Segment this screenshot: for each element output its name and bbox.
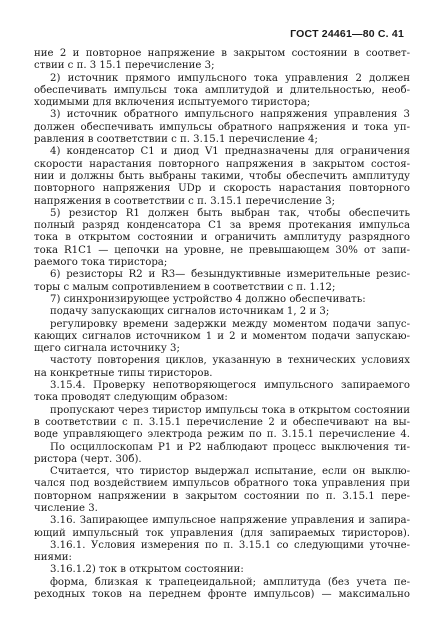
text-line: 5) резистор R1 должен быть выбран так, чтобы обеспечить <box>50 207 410 219</box>
text-line: подачу запускающих сигналов источникам 1, 2 и 3; <box>50 306 330 318</box>
text-line: 3.16. Запирающее импульсное напряжение управления и запира- <box>50 515 410 527</box>
text-line: обеспечивать импульсы тока амплитудой и длительностью, необ- <box>34 84 410 96</box>
text-line: на конкретные типы тиристоров. <box>34 367 213 379</box>
text-line: ющий импульсный ток управления (для запираемых тиристоров). <box>34 527 410 539</box>
text-line: ниями: <box>34 552 72 564</box>
text-line: 3.16.1.2) ток в открытом состоянии: <box>50 564 244 576</box>
text-line: нии и должны быть выбраны такими, чтобы обеспечить амплитуду <box>34 170 410 182</box>
text-line: реходных токов на переднем фронте импульсов) — максимально <box>34 589 410 601</box>
text-line: 3.16.1. Условия измерения по п. 3.15.1 со следующими уточне- <box>50 539 410 551</box>
text-line: чался под воздействием импульсов обратного тока управления при <box>34 478 410 490</box>
text-line: форма, близкая к трапецеидальной; амплитуда (без учета пе- <box>50 576 410 588</box>
text-line: ристора (черт. 30б). <box>34 453 142 465</box>
text-line: должен обеспечивать импульсы обратного напряжения и тока уп- <box>34 121 410 133</box>
text-line: 2) источник прямого импульсного тока управления 2 должен <box>50 72 410 84</box>
text-line: Считается, что тиристор выдержал испытание, если он выклю- <box>50 466 410 478</box>
text-line: в соответствии с п. 3.15.1 перечисление 2 и обеспечивают на вы- <box>34 416 410 428</box>
text-line: ние 2 и повторное напряжение в закрытом состоянии в соответ- <box>34 48 410 59</box>
text-line: 7) синхронизирующее устройство 4 должно обеспечивать: <box>50 293 366 305</box>
text-line: равления в соответствии с п. 3.15.1 перечисление 4; <box>34 134 318 146</box>
text-line: тока проводят следующим образом: <box>34 392 228 404</box>
text-line: 4) конденсатор С1 и диод V1 предназначены для ограничения <box>50 146 410 158</box>
text-line: торы с малым сопротивлением в соответствии с п. 1.12; <box>34 281 336 293</box>
text-line: По осциллоскопам Р1 и Р2 наблюдают процесс выключения ти- <box>50 441 410 453</box>
text-line: воде управляющего электрода режим по п. 3.15.1 перечисление 4. <box>34 429 410 441</box>
text-line: числение 3. <box>34 502 98 514</box>
text-line: щего сигнала источнику 3; <box>34 343 180 355</box>
page-header: ГОСТ 24461—80 С. 41 <box>290 28 404 40</box>
document-body <box>34 48 410 601</box>
text-line: частоту повторения циклов, указанную в технических условиях <box>50 355 410 367</box>
text-line: повторном напряжении в закрытом состоянии по п. 3.15.1 пере- <box>34 490 410 502</box>
text-line: 3) источник обратного импульсного напряжения управления 3 <box>50 109 410 121</box>
text-line: скорости нарастания повторного напряжения в закрытом состоя- <box>34 158 410 170</box>
text-line: полный разряд конденсатора С1 за время протекания импульса <box>34 220 410 232</box>
text-line: кающих сигналов источником 1 и 2 и моментом подачи запускаю- <box>34 330 410 342</box>
text-line: ствии с п. 3 15.1 перечисление 3; <box>34 60 215 72</box>
text-line: напряжения в соответствии с п. 3.15.1 перечисление 3; <box>34 195 335 207</box>
text-line: 3.15.4. Проверку непотворяющегося импульсного запираемого <box>50 380 410 392</box>
text-line: ходимыми для включения испытуемого тиристора; <box>34 97 311 109</box>
text-line: тока R1C1 — цепочки на уровне, не превышающем 30% от запи- <box>34 244 410 256</box>
text-line: повторного напряжения UDp и скорость нарастания повторного <box>34 183 410 195</box>
text-line: регулировку времени задержки между моментом подачи запус- <box>50 318 410 330</box>
text-line: пропускают через тиристор импульсы тока в открытом состоянии <box>50 404 410 416</box>
text-line: тока в открытом состоянии и ограничить амплитуду разрядного <box>34 232 410 244</box>
text-line: 6) резисторы R2 и R3— безындуктивные измерительные резис- <box>50 269 410 281</box>
text-line: раемого тока тиристора; <box>34 257 168 269</box>
